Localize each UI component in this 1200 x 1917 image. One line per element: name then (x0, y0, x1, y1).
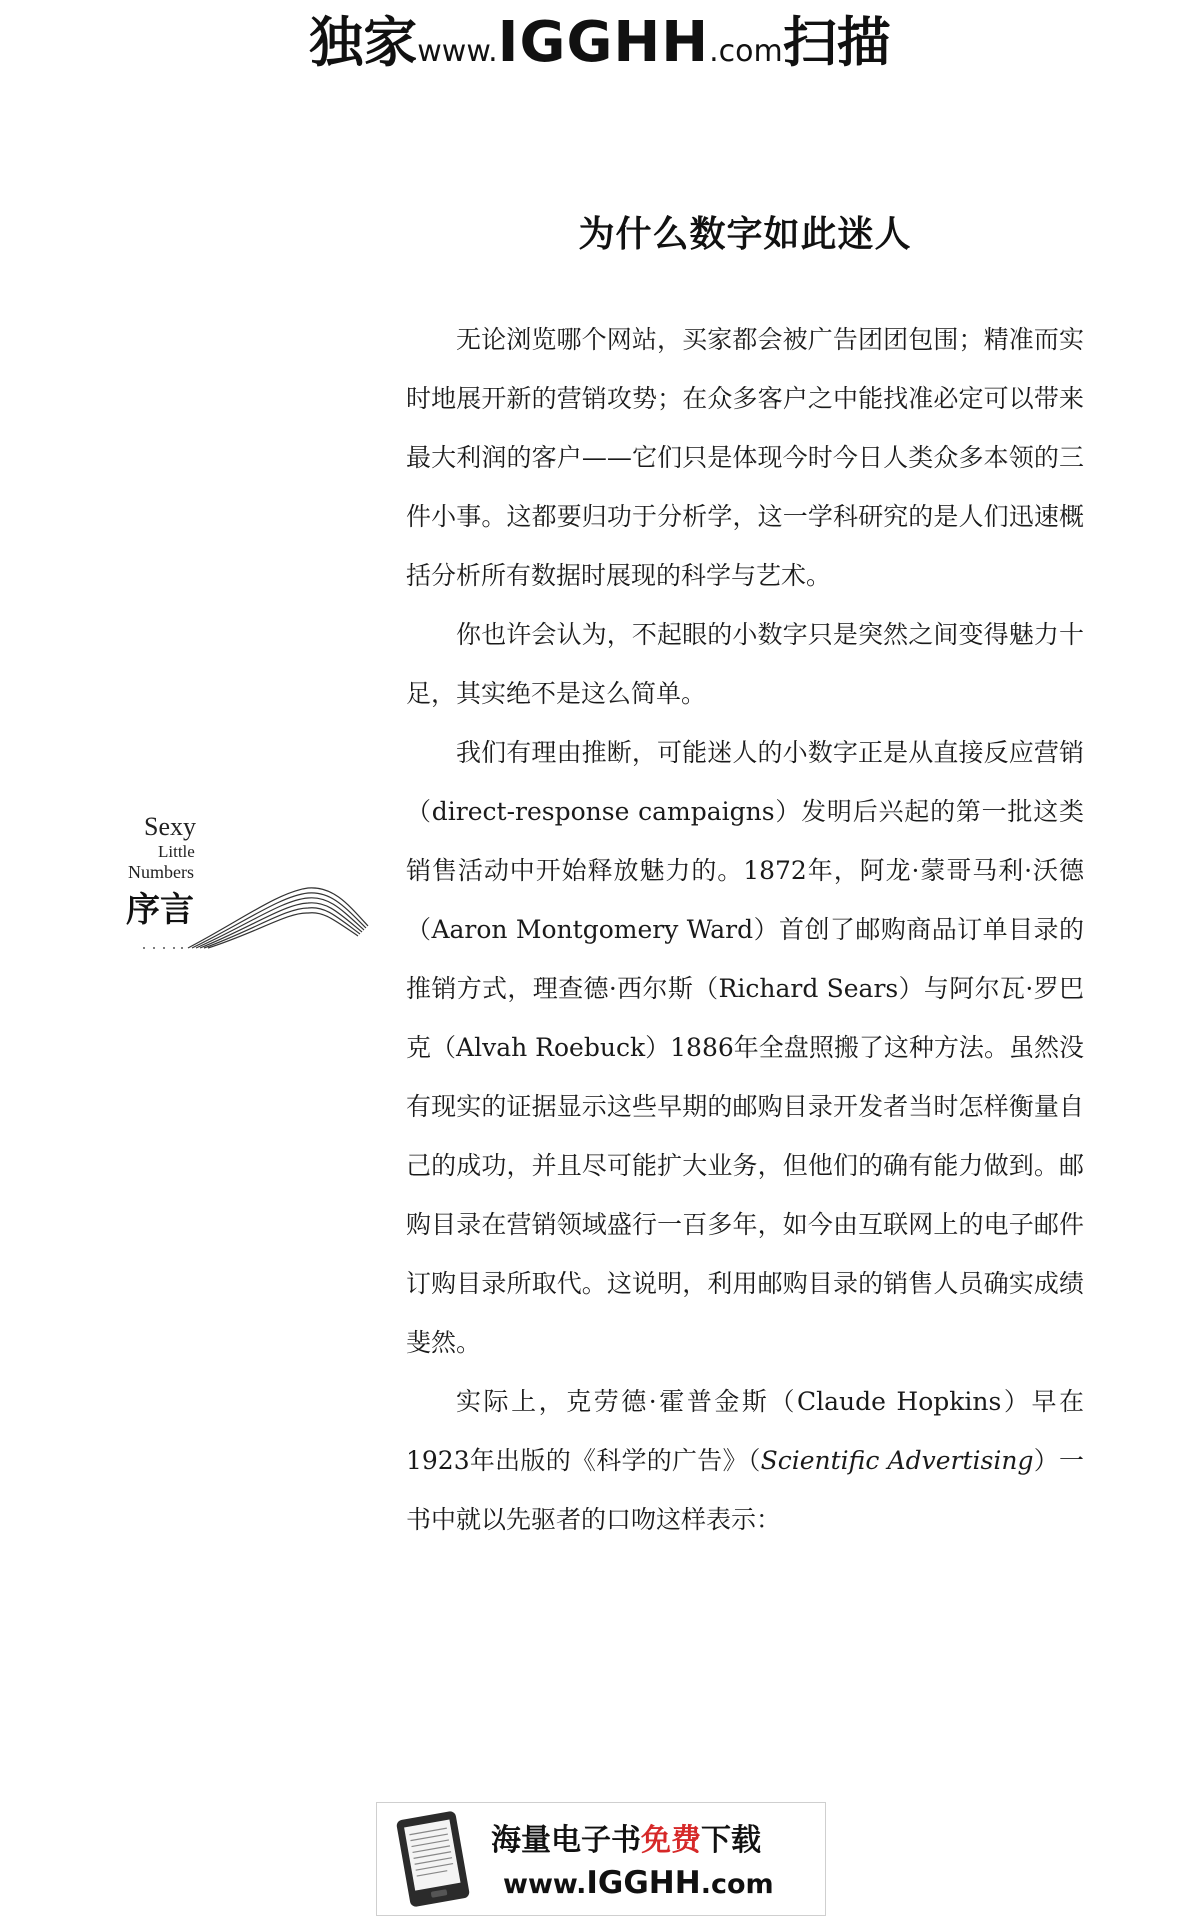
footer-ad-url-www: www. (503, 1869, 587, 1900)
section-side-mark (118, 812, 378, 962)
header-exclusive-text: 独家 (309, 11, 418, 74)
ebook-reader-icon (385, 1811, 481, 1907)
page-title: 为什么数字如此迷人 (578, 214, 912, 255)
header-com-text: .com (709, 34, 783, 69)
footer-ad-tagline-accent: 免费 (641, 1823, 701, 1858)
header-banner (0, 0, 1200, 75)
footer-ad-url-brand: IGGHH (586, 1865, 701, 1901)
book-title: Scientific Advertising (760, 1446, 1034, 1475)
body-text-fragment: 实际上，克劳德·霍普金斯（Claude Hopkins）早在1923年出版的《科学的广告》（ (406, 1387, 1084, 1475)
body-paragraph: 我们有理由推断，可能迷人的小数字正是从直接反应营销（direct-response campaigns）发明后兴起的第一批这类销售活动中开始释放魅力的。1872年，阿龙·蒙哥马利·沃德（Aaron Montgomery Ward）首创了邮购商品订单目录的推销方式，理查德·西尔斯（Richard Sears）与阿尔瓦·罗巴克（Alvah Roebuck）1886年全盘照搬了这种方法。虽然没有现实的证据显示这些早期的邮购目录开发者当时怎样衡量自己的成功，并且尽可能扩大业务，但他们的确有能力做到。邮购目录在营销领域盛行一百多年，如今由互联网上的电子邮件订购目录所取代。这说明，利用邮购目录的销售人员确实成绩斐然。 (406, 738, 1084, 1357)
footer-ad-tagline-part: 下载 (701, 1823, 761, 1858)
header-www-text: www. (417, 34, 498, 69)
footer-ad-banner[interactable] (376, 1802, 826, 1916)
body-paragraph-last (406, 1372, 1084, 1549)
body-text-fragment: ）一书中就以先驱者的口吻这样表示： (406, 1446, 1084, 1534)
footer-ad-tagline (491, 1815, 761, 1859)
footer-ad-tagline-part: 海量电子书 (491, 1823, 641, 1858)
side-mark-word-numbers: Numbers (128, 862, 194, 882)
body-paragraph: 你也许会认为，不起眼的小数字只是突然之间变得魅力十足，其实绝不是这么简单。 (406, 620, 1084, 708)
footer-ad-url-com: .com (700, 1869, 774, 1900)
side-mark-word-little: Little (158, 842, 195, 861)
body-text (406, 310, 1084, 1549)
body-paragraph: 无论浏览哪个网站，买家都会被广告团团包围；精准而实时地展开新的营销攻势；在众多客户之中能找准必定可以带来最大利润的客户——它们只是体现今时今日人类众多本领的三件小事。这都要归功于分析学，这一学科研究的是人们迅速概括分析所有数据时展现的科学与艺术。 (406, 325, 1084, 590)
footer-ad-url[interactable] (503, 1865, 774, 1901)
header-scan-text: 扫描 (782, 11, 891, 74)
side-mark-label: 序言 (126, 890, 194, 930)
header-brand-text: IGGHH (497, 10, 710, 75)
side-mark-word-sexy: Sexy (144, 812, 196, 841)
